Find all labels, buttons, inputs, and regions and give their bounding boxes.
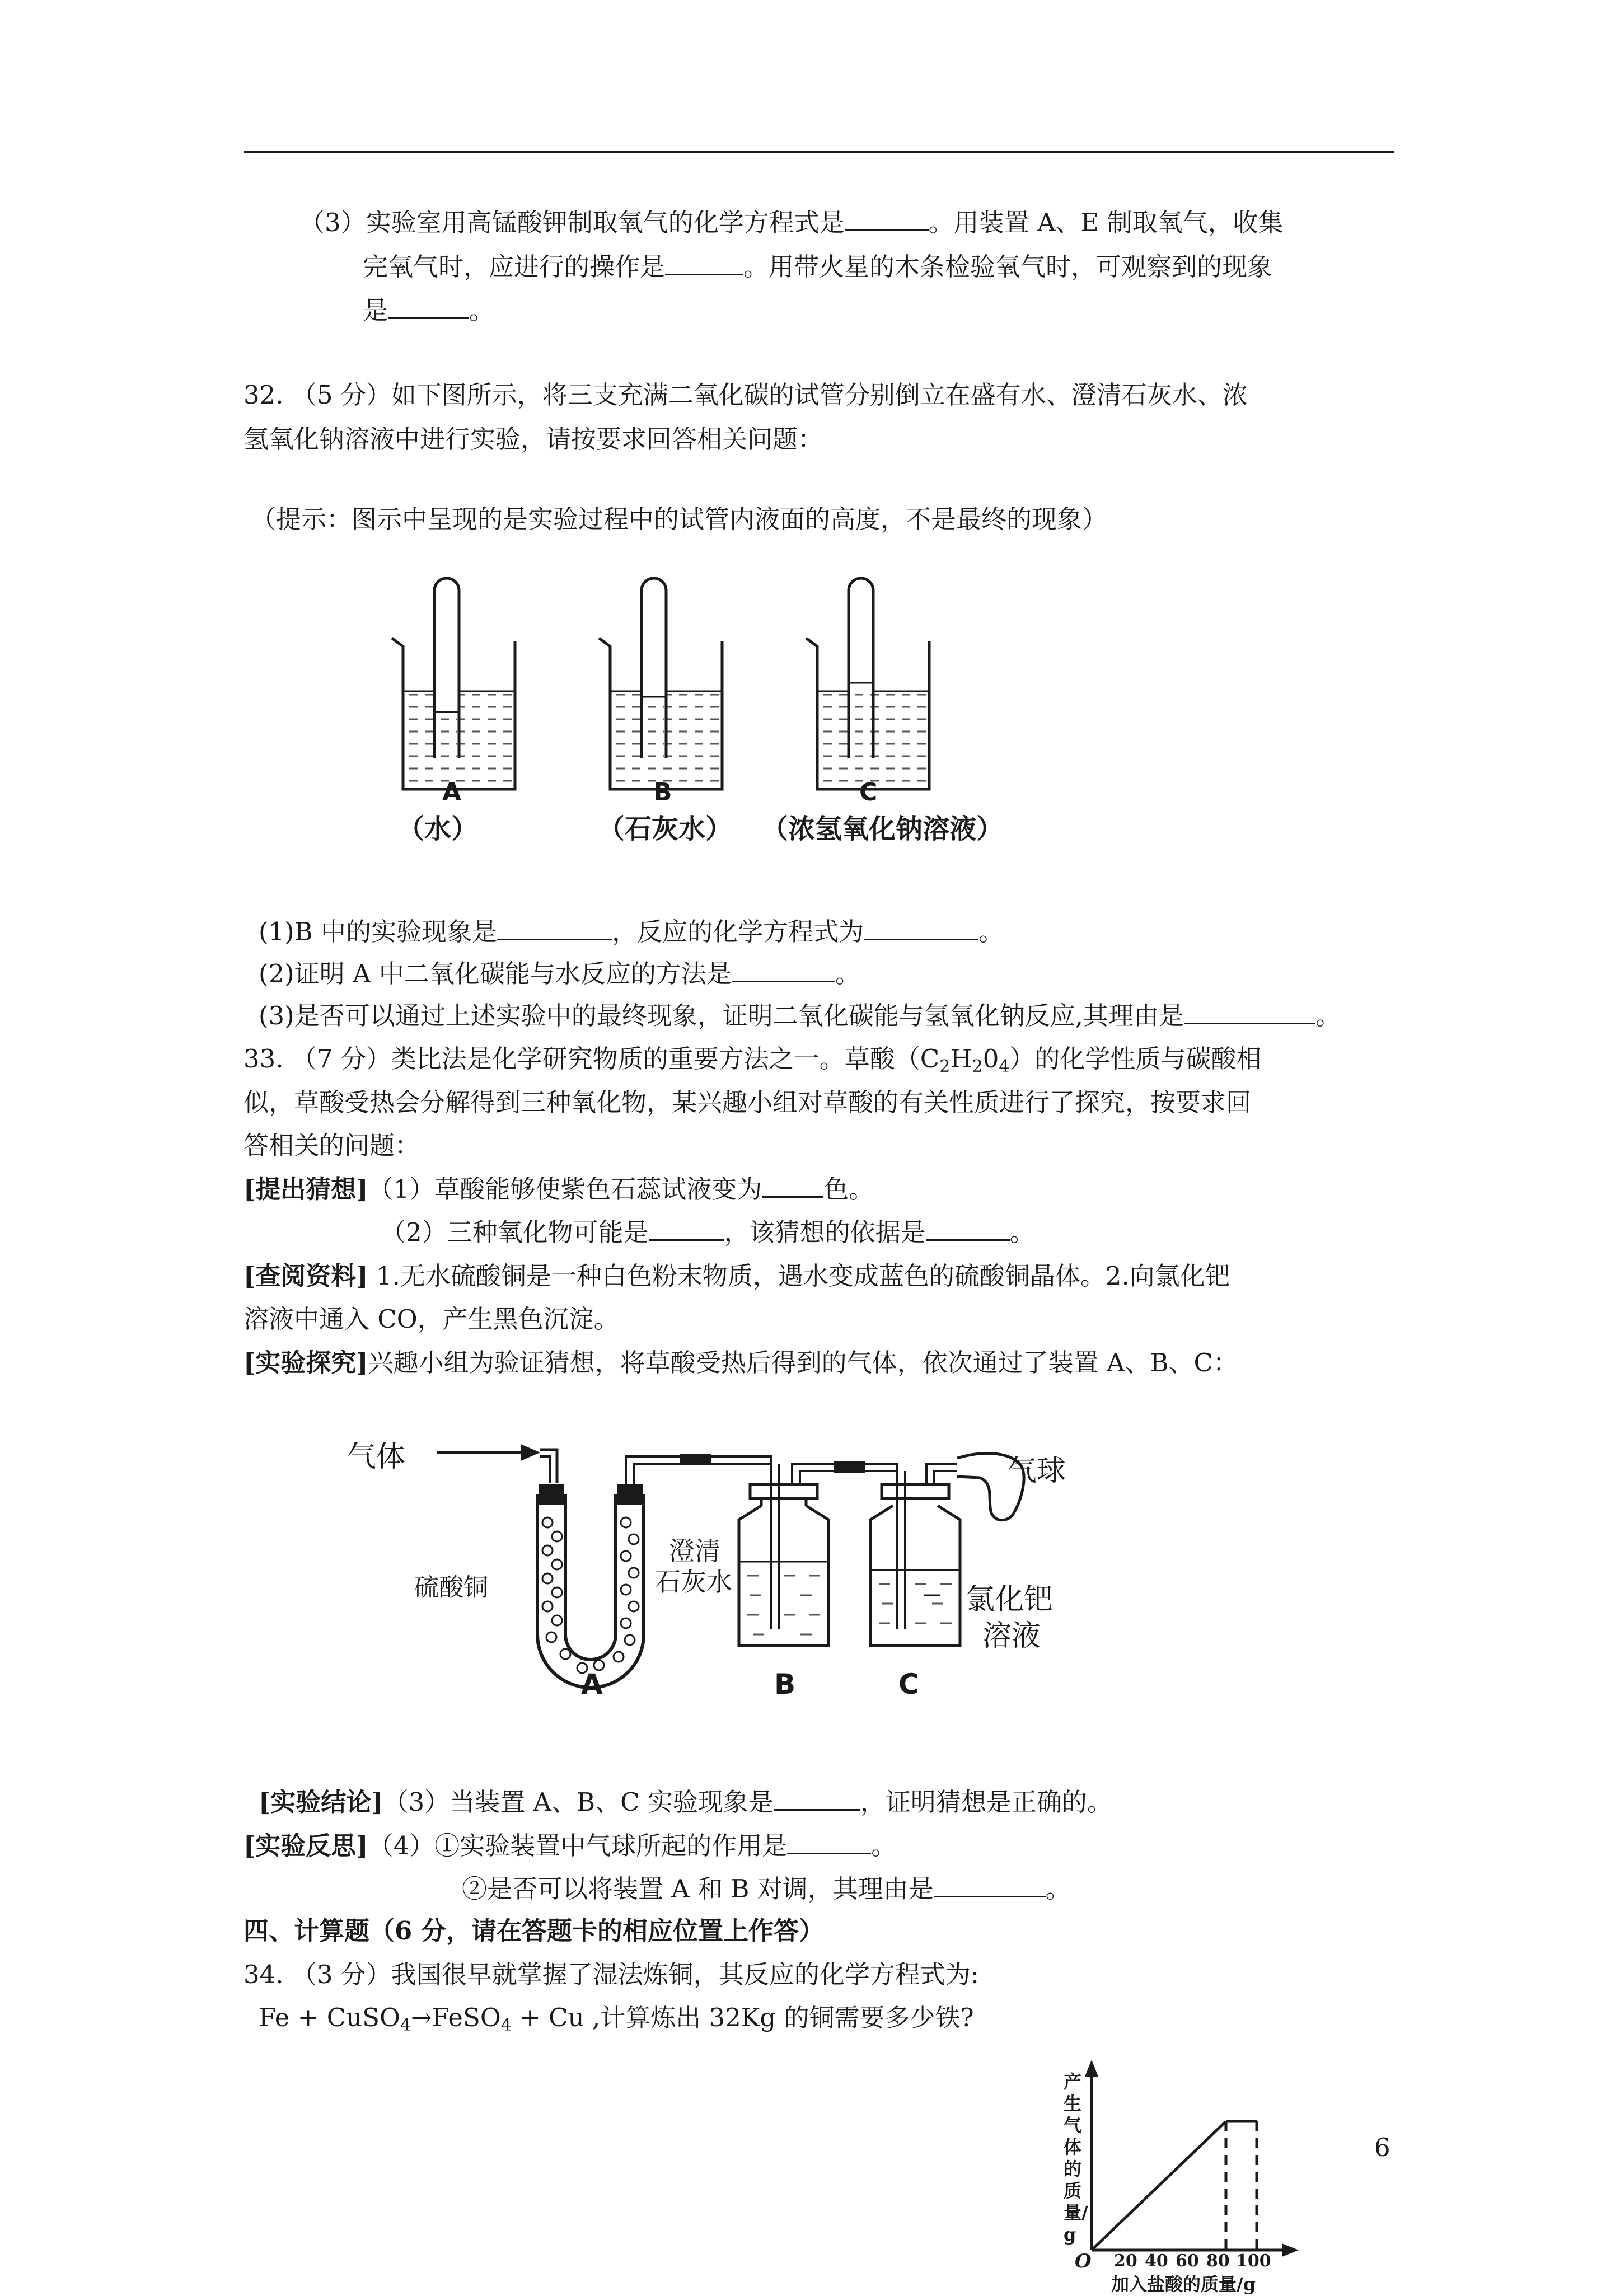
q31-part3-line1: （3）实验室用高锰酸钾制取氧气的化学方程式是 。用装置 A、E 制取氧气，收集 (299, 206, 1284, 240)
q34-stem-line1: 34. （3 分）我国很早就掌握了湿法炼铜，其反应的化学方程式为: (244, 1960, 979, 1989)
q33-reference-line2: 溶液中通入 CO，产生黑色沉淀。 (244, 1304, 619, 1334)
beaker-a-letter: A (442, 778, 462, 807)
q33-reflection1: [实验反思]（4）①实验装置中气球所起的作用是 。 (244, 1829, 896, 1863)
q33-guess1: [提出猜想]（1）草酸能够使紫色石蕊试液变为 色。 (244, 1173, 874, 1206)
answer-blank (732, 957, 835, 982)
section-tag: [实验探究] (244, 1348, 368, 1377)
apparatus-c-label: C (898, 1668, 919, 1700)
limewater-label-2: 石灰水 (655, 1567, 732, 1597)
graph-x-tick: 20 (1114, 2251, 1137, 2271)
graph-x-tick: 100 (1236, 2251, 1271, 2271)
apparatus-a-label: A (581, 1668, 603, 1700)
answer-blank (787, 1829, 871, 1854)
q33-stem-line1: 33. （7 分）类比法是化学研究物质的重要方法之一。草酸$(C_2H_20_4)$的化学性质与碳酸相 (244, 1044, 1262, 1076)
apparatus-figure (336, 1422, 1131, 1713)
q32-sub3: (3)是否可以通过上述实验中的最终现象，证明二氧化碳能与氢氧化钠反应,其理由是 。 (259, 999, 1341, 1033)
beaker-b-letter: B (653, 778, 672, 807)
beaker-a-label: （水） (397, 813, 479, 845)
section-tag: [查阅资料] (244, 1261, 368, 1291)
graph-y-label: 产生气体的质量/g (1064, 2071, 1088, 2245)
balloon-label: 气球 (1008, 1454, 1066, 1488)
graph-x-label: 加入盐酸的质量/g (1111, 2274, 1256, 2295)
graph-x-tick: 40 (1145, 2251, 1168, 2271)
section-tag: [实验反思] (244, 1831, 368, 1861)
gas-mass-graph (1052, 2060, 1366, 2295)
graph-x-tick: 60 (1176, 2251, 1199, 2271)
q32-stem-line2: 氢氧化钠溶液中进行实验，请按要求回答相关问题： (244, 424, 823, 454)
answer-blank (649, 1216, 724, 1241)
page-number: 6 (1374, 2133, 1390, 2162)
q32-hint: （提示：图示中呈现的是实验过程中的试管内液面的高度，不是最终的现象） (251, 504, 1108, 534)
beaker-c (806, 578, 929, 789)
q33-stem-line2: 似，草酸受热会分解得到三种氧化物，某兴趣小组对草酸的有关性质进行了探究，按要求回 (244, 1088, 1252, 1117)
copper-sulfate-label: 硫酸铜 (414, 1573, 488, 1602)
palladium-chloride-label-2: 溶液 (982, 1619, 1041, 1653)
q33-guess2: （2）三种氧化物可能是 ，该猜想的依据是 。 (381, 1216, 1035, 1249)
limewater-label-1: 澄清 (669, 1536, 720, 1566)
answer-blank (497, 915, 612, 940)
q33-experiment-line: [实验探究]兴趣小组为验证猜想，将草酸受热后得到的气体，依次通过了装置 A、B、C： (244, 1348, 1238, 1377)
q32-sub2: (2)证明 A 中二氧化碳能与水反应的方法是 。 (259, 957, 860, 991)
graph-origin-label: O (1075, 2250, 1092, 2272)
q34-stem-line2: Fe + CuSO$_4$→FeSO$_4$ + Cu ,计算炼出 32Kg 的铜需要多少铁? (259, 2003, 974, 2035)
answer-blank (774, 1786, 860, 1811)
apparatus-b-label: B (774, 1668, 796, 1700)
q33-stem-line3: 答相关的问题： (244, 1131, 420, 1160)
beakers-illustration (381, 565, 1052, 800)
answer-blank (1184, 999, 1315, 1024)
q32-sub1: (1)B 中的实验现象是 ，反应的化学方程式为 。 (259, 915, 1004, 949)
beaker-c-label: （浓氢氧化钠溶液） (761, 813, 1004, 845)
section-tag: [实验结论] (259, 1787, 383, 1817)
q32-stem-line1: 32. （5 分）如下图所示，将三支充满二氧化碳的试管分别倒立在盛有水、澄清石灰水、浓 (244, 380, 1248, 410)
beaker-c-letter: C (859, 778, 878, 807)
answer-blank (934, 1872, 1046, 1897)
q33-reflection2: ②是否可以将装置 A 和 B 对调，其理由是 。 (462, 1872, 1071, 1906)
q33-conclusion: [实验结论]（3）当装置 A、B、C 实验现象是 ，证明猜想是正确的。 (259, 1786, 1112, 1819)
q31-part3-line3: 是 。 (363, 294, 494, 327)
header-rule (244, 151, 1394, 153)
answer-blank (926, 1216, 1010, 1241)
rising-line (1092, 2121, 1226, 2250)
beaker-b-label: （石灰水） (598, 813, 733, 845)
beaker-a (392, 578, 515, 789)
answer-blank (845, 206, 929, 231)
q33-reference-line1: [查阅资料] 1.无水硫酸铜是一种白色粉末物质，遇水变成蓝色的硫酸铜晶体。2.向氯化钯 (244, 1261, 1230, 1291)
beaker-figure (381, 565, 1052, 856)
gas-inlet-label: 气体 (347, 1440, 406, 1474)
section-4-heading: 四、计算题（6 分，请在答题卡的相应位置上作答） (244, 1916, 824, 1946)
answer-blank (388, 294, 469, 319)
section-tag: [提出猜想] (244, 1174, 368, 1204)
answer-blank (762, 1173, 823, 1198)
answer-blank (864, 915, 978, 940)
graph-x-tick: 80 (1206, 2251, 1230, 2271)
q31-part3-line2: 完氧气时，应进行的操作是 。用带火星的木条检验氧气时，可观察到的现象 (363, 250, 1272, 284)
answer-blank (665, 250, 743, 275)
beaker-b (599, 578, 722, 789)
palladium-chloride-label-1: 氯化钯 (966, 1583, 1054, 1616)
